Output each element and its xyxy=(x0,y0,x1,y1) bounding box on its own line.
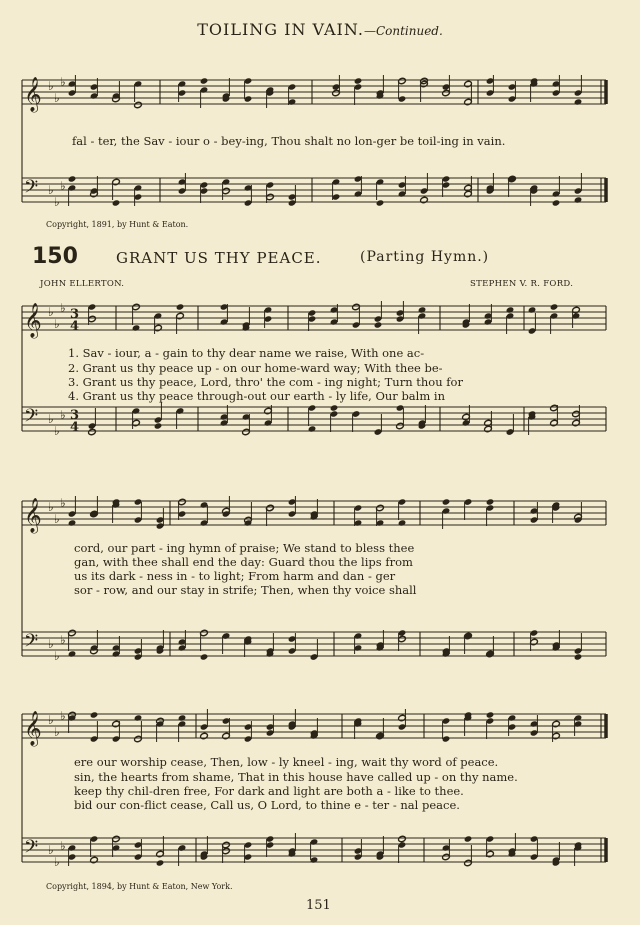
verse4-line3: bid our con-flict cease, Call us, O Lord, to thine e - ter - nal peace. xyxy=(74,798,460,812)
bass-clef-icon: 𝄢 xyxy=(24,406,39,431)
note-head xyxy=(156,859,165,866)
flat-sign-icon: ♭ xyxy=(60,301,66,315)
flat-sign-icon: ♭ xyxy=(60,709,66,723)
verse1-line2: cord, our part - ing hymn of praise; We stand to bless thee xyxy=(74,541,415,555)
flat-sign-icon: ♭ xyxy=(48,500,54,514)
flat-sign-icon: ♭ xyxy=(54,512,60,526)
time-signature: 4 xyxy=(70,319,80,334)
treble-clef-icon: 𝄞 xyxy=(24,303,42,338)
note-head xyxy=(550,303,559,310)
bass-clef-icon: 𝄢 xyxy=(24,177,39,202)
flat-sign-icon: ♭ xyxy=(54,649,60,663)
note-head xyxy=(266,504,275,511)
note-head xyxy=(464,835,473,842)
note-head xyxy=(442,498,451,505)
bass-clef-icon: 𝄢 xyxy=(24,631,39,656)
note-head xyxy=(420,196,429,203)
verse1-line1: 1. Sav - iour, a - gain to thy dear name we raise, With one ac- xyxy=(68,346,425,360)
flat-sign-icon: ♭ xyxy=(54,424,60,438)
flat-sign-icon: ♭ xyxy=(48,79,54,93)
treble-clef-icon: 𝄞 xyxy=(24,498,42,533)
music-composer: STEPHEN V. R. FORD. xyxy=(470,279,574,289)
note-head xyxy=(486,711,495,718)
note-head xyxy=(574,653,583,660)
time-signature: 3 xyxy=(70,307,80,322)
note-head xyxy=(354,77,363,84)
verse2-line1: 2. Grant us thy peace up - on our home-ward way; With thee be- xyxy=(68,361,443,375)
page-header-continued: —Continued. xyxy=(363,24,443,38)
hymn-subtitle: (Parting Hymn.) xyxy=(360,249,490,265)
verse2-line3: sin, the hearts from shame, That in this house have called up - on thy name. xyxy=(74,770,518,784)
note-head xyxy=(132,324,141,331)
note-head xyxy=(506,306,515,313)
note-head xyxy=(68,650,77,657)
verse3-line1: 3. Grant us thy peace, Lord, thro' the com - ing night; Turn thou for xyxy=(68,375,463,389)
note-head xyxy=(376,199,385,206)
note-head xyxy=(200,653,209,660)
note-head xyxy=(308,425,317,432)
note-head xyxy=(90,856,99,863)
verse3-line3: keep thy chil-dren free, For dark and light are both a - like to thee. xyxy=(74,784,464,798)
note-head xyxy=(134,101,143,108)
note-head xyxy=(112,199,121,206)
note-head xyxy=(200,732,209,739)
flat-sign-icon: ♭ xyxy=(54,91,60,105)
hymn-title: GRANT US THY PEACE. xyxy=(116,249,322,267)
note-head xyxy=(134,714,143,721)
note-head xyxy=(574,98,583,105)
note-head xyxy=(178,714,187,721)
note-head xyxy=(90,711,99,718)
note-head xyxy=(154,422,163,429)
flat-sign-icon: ♭ xyxy=(48,637,54,651)
flat-sign-icon: ♭ xyxy=(60,839,66,853)
page-header-title: TOILING IN VAIN. xyxy=(197,20,364,39)
verse3-line2: us its dark - ness in - to light; From harm and dan - ger xyxy=(74,569,396,583)
note-head xyxy=(68,175,77,182)
treble-clef-icon: 𝄞 xyxy=(24,77,42,112)
section1-copyright: Copyright, 1891, by Hunt & Eaton. xyxy=(46,220,189,229)
verse4-line2: sor - row, and our stay in strife; Then, when thy voice shall xyxy=(74,583,417,597)
flat-sign-icon: ♭ xyxy=(60,496,66,510)
flat-sign-icon: ♭ xyxy=(48,713,54,727)
hymn-copyright: Copyright, 1894, by Hunt & Eaton, New York. xyxy=(46,882,233,891)
flat-sign-icon: ♭ xyxy=(60,633,66,647)
bass-clef-icon: 𝄢 xyxy=(24,837,39,862)
note-head xyxy=(200,77,209,84)
flat-sign-icon: ♭ xyxy=(54,855,60,869)
flat-sign-icon: ♭ xyxy=(54,317,60,331)
flat-sign-icon: ♭ xyxy=(48,305,54,319)
hymn-number: 150 xyxy=(32,244,78,269)
section1-lyrics: fal - ter, the Sav - iour o - bey-ing, Thou shalt no lon-ger be toil-ing in vain. xyxy=(72,134,506,148)
note-head xyxy=(552,199,561,206)
flat-sign-icon: ♭ xyxy=(60,75,66,89)
note-head xyxy=(330,404,339,411)
note-head xyxy=(176,303,185,310)
note-head xyxy=(68,519,77,526)
flat-sign-icon: ♭ xyxy=(60,179,66,193)
note-head xyxy=(88,428,97,435)
words-author: JOHN ELLERTON. xyxy=(40,279,125,289)
flat-sign-icon: ♭ xyxy=(54,725,60,739)
note-head xyxy=(398,519,407,526)
page-number: 151 xyxy=(306,898,331,913)
flat-sign-icon: ♭ xyxy=(48,183,54,197)
verse2-line2: gan, with thee shall end the day: Guard thou the lips from xyxy=(74,555,413,569)
note-head xyxy=(398,835,407,842)
verse4-line1: 4. Grant us thy peace through-out our earth - ly life, Our balm in xyxy=(68,389,445,403)
note-head xyxy=(486,498,495,505)
verse1-line3: ere our worship cease, Then, low - ly kneel - ing, wait thy word of peace. xyxy=(74,755,499,769)
time-signature: 4 xyxy=(70,420,80,435)
note-head xyxy=(528,306,537,313)
flat-sign-icon: ♭ xyxy=(60,408,66,422)
time-signature: 3 xyxy=(70,408,80,423)
note-head xyxy=(574,196,583,203)
flat-sign-icon: ♭ xyxy=(48,412,54,426)
note-head xyxy=(418,306,427,313)
flat-sign-icon: ♭ xyxy=(48,843,54,857)
note-head xyxy=(374,321,383,328)
treble-clef-icon: 𝄞 xyxy=(24,711,42,746)
flat-sign-icon: ♭ xyxy=(54,195,60,209)
